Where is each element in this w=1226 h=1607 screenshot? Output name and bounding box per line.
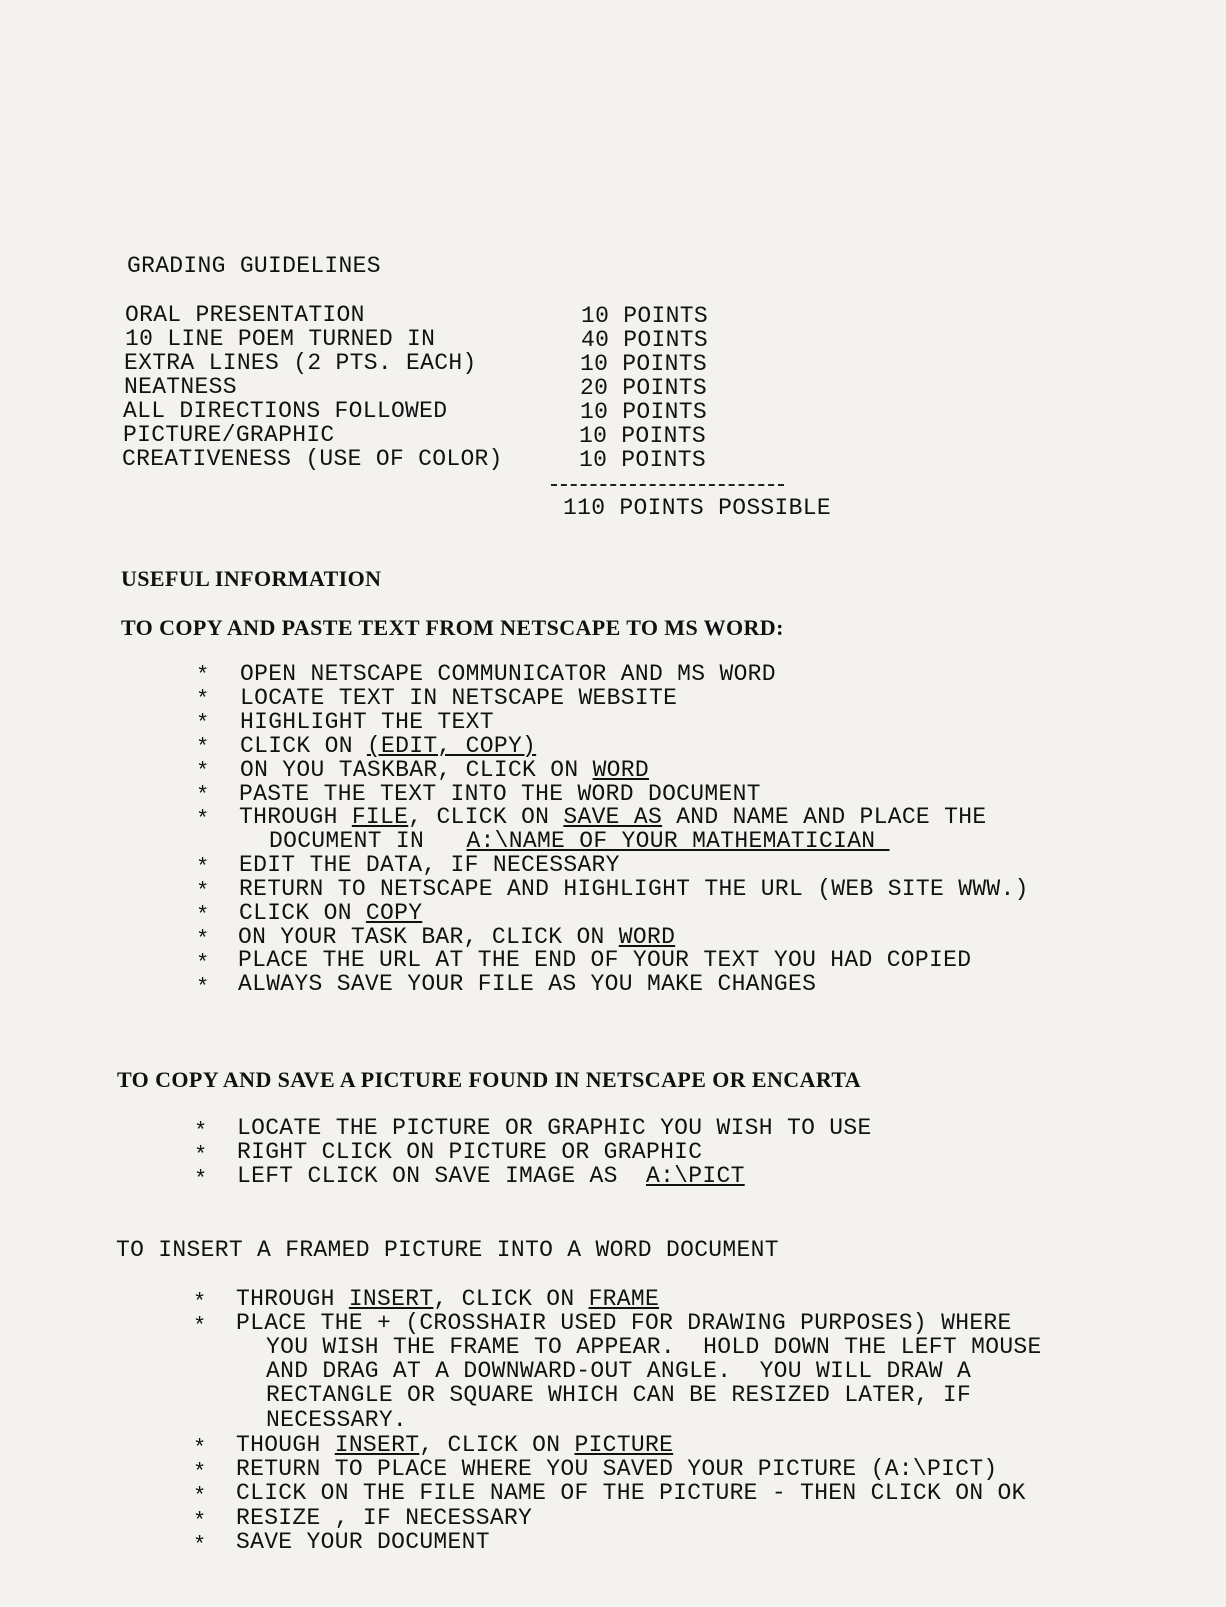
step [240,734,536,758]
grading-item-label: 10 LINE POEM TURNED IN [125,326,436,352]
step: CLICK ON THE FILE NAME OF THE PICTURE - THEN CLICK ON OK [236,1480,1026,1506]
grading-item-points: 20 POINTS [580,375,707,401]
grading-item-points: 40 POINTS [581,327,708,353]
step-continuation [269,829,890,853]
bullet: * [196,951,210,976]
menu-path: WORD [618,924,676,950]
bullet: * [194,1167,208,1192]
bullet: * [196,735,210,760]
menu-path: SAVE AS [563,804,663,830]
step-text: ON YOUR TASK BAR, CLICK ON [238,924,619,950]
step-continuation: AND DRAG AT A DOWNWARD-OUT ANGLE. YOU WILL DRAW A [266,1358,972,1384]
total-divider [551,484,784,486]
step [236,1433,673,1457]
step-text: CLICK ON [240,733,367,759]
step-text: , CLICK ON [433,1286,589,1312]
step-text: ON YOU TASKBAR, CLICK ON [240,757,593,783]
step [240,758,649,782]
step: OPEN NETSCAPE COMMUNICATOR AND MS WORD [240,661,776,687]
step-text: THOUGH [236,1432,335,1458]
grading-item-label: ALL DIRECTIONS FOLLOWED [123,398,448,424]
step-text: AND NAME AND PLACE THE [662,804,987,830]
bullet: * [196,975,210,1000]
bullet: * [193,1533,207,1558]
insert-picture-heading: TO INSERT A FRAMED PICTURE INTO A WORD DOCUMENT [116,1237,779,1263]
step-continuation: NECESSARY. [266,1407,408,1433]
bullet: * [196,663,210,688]
grading-total: 110 POINTS POSSIBLE [563,495,831,521]
bullet: * [196,879,210,904]
bullet: * [193,1314,207,1339]
step-text: , CLICK ON [419,1432,575,1458]
menu-path: WORD [592,757,649,783]
copy-text-heading: TO COPY AND PASTE TEXT FROM NETSCAPE TO MS WORD: [121,615,784,640]
step: RIGHT CLICK ON PICTURE OR GRAPHIC [237,1139,703,1165]
grading-item-label: CREATIVENESS (USE OF COLOR) [122,446,503,472]
step-text: LEFT CLICK ON SAVE IMAGE AS [237,1163,646,1189]
step [238,925,675,949]
step-text: , CLICK ON [408,804,564,830]
step: PLACE THE + (CROSSHAIR USED FOR DRAWING PURPOSES) WHERE [236,1310,1012,1336]
step: RETURN TO PLACE WHERE YOU SAVED YOUR PICTURE (A:\PICT) [236,1456,998,1482]
bullet: * [196,687,210,712]
step-text: DOCUMENT IN [269,828,467,854]
bullet: * [193,1484,207,1509]
grading-item-points: 10 POINTS [579,447,706,473]
grading-item-points: 10 POINTS [580,351,707,377]
step-continuation: RECTANGLE OR SQUARE WHICH CAN BE RESIZED LATER, IF [266,1382,972,1408]
bullet: * [194,1143,208,1168]
bullet: * [196,711,210,736]
bullet: * [196,783,210,808]
grading-item-label: EXTRA LINES (2 PTS. EACH) [124,350,477,376]
bullet: * [196,927,210,952]
step [239,805,986,829]
step-text: THROUGH [239,804,352,830]
bullet: * [196,807,210,832]
step: EDIT THE DATA, IF NECESSARY [239,852,620,878]
step [237,1164,745,1188]
menu-path: FILE [351,804,409,830]
bullet: * [193,1290,207,1315]
step: LOCATE THE PICTURE OR GRAPHIC YOU WISH TO USE [237,1115,872,1141]
grading-title: GRADING GUIDELINES [127,253,381,279]
menu-path: FRAME [588,1286,660,1312]
bullet: * [193,1460,207,1485]
grading-item-points: 10 POINTS [581,303,708,329]
step: RESIZE , IF NECESSARY [236,1505,533,1531]
file-path: A:\PICT [645,1163,745,1189]
step-text: THROUGH [236,1286,349,1312]
grading-item-points: 10 POINTS [580,399,707,425]
bullet: * [193,1436,207,1461]
file-path: A:\NAME OF YOUR MATHEMATICIAN [466,828,890,854]
grading-item-label: PICTURE/GRAPHIC [123,422,335,448]
step-text: CLICK ON [239,900,366,926]
grading-item-points: 10 POINTS [579,423,706,449]
step: SAVE YOUR DOCUMENT [236,1529,490,1555]
step: PLACE THE URL AT THE END OF YOUR TEXT YOU HAD COPIED [238,947,972,973]
copy-picture-heading: TO COPY AND SAVE A PICTURE FOUND IN NETSCAPE OR ENCARTA [117,1067,862,1092]
bullet: * [196,855,210,880]
menu-path: INSERT [348,1286,434,1312]
step: ALWAYS SAVE YOUR FILE AS YOU MAKE CHANGES [238,971,817,997]
step: RETURN TO NETSCAPE AND HIGHLIGHT THE URL (WEB SITE WWW.) [239,876,1029,902]
step: HIGHLIGHT THE TEXT [240,709,494,735]
menu-path: PICTURE [574,1432,674,1458]
grading-item-label: NEATNESS [124,374,237,400]
bullet: * [196,759,210,784]
step [239,901,422,925]
step [236,1287,659,1311]
step: LOCATE TEXT IN NETSCAPE WEBSITE [240,685,678,711]
bullet: * [194,1119,208,1144]
menu-path: COPY [365,900,423,926]
menu-path: (EDIT, COPY) [366,733,537,759]
menu-path: INSERT [334,1432,420,1458]
bullet: * [196,903,210,928]
useful-info-heading: USEFUL INFORMATION [121,566,382,591]
grading-item-label: ORAL PRESENTATION [125,302,365,328]
bullet: * [193,1509,207,1534]
step-continuation: YOU WISH THE FRAME TO APPEAR. HOLD DOWN THE LEFT MOUSE [266,1334,1042,1360]
step: PASTE THE TEXT INTO THE WORD DOCUMENT [239,781,761,807]
